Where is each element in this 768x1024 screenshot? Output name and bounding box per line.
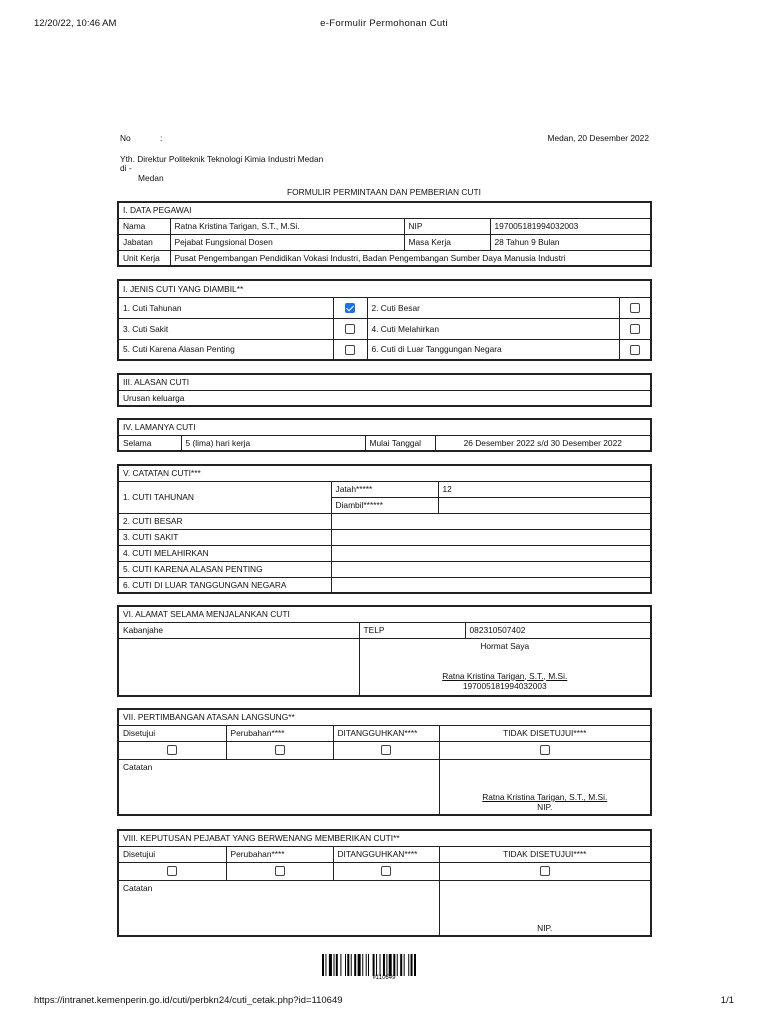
mulai-label: Mulai Tanggal bbox=[365, 435, 435, 451]
section-alamat bbox=[117, 605, 652, 697]
barcode-bar bbox=[397, 954, 398, 976]
barcode-bar bbox=[386, 954, 387, 976]
jenis-cuti-label: 5. Cuti Karena Alasan Penting bbox=[118, 339, 333, 360]
disetujui-checkbox[interactable] bbox=[118, 741, 226, 759]
col-ditangguhkan: DITANGGUHKAN**** bbox=[333, 846, 439, 862]
col-tidak-disetujui: TIDAK DISETUJUI**** bbox=[439, 725, 651, 741]
addressee-di: di - bbox=[120, 163, 132, 173]
nip-label: NIP bbox=[404, 218, 490, 234]
print-url: https://intranet.kemenperin.go.id/cuti/perbkn24/cuti_cetak.php?id=110649 bbox=[34, 995, 343, 1006]
catatan-value bbox=[331, 529, 651, 545]
unit-kerja-value: Pusat Pengembangan Pendidikan Vokasi Industri, Badan Pengembangan Sumber Daya Manusia Industri bbox=[170, 250, 651, 266]
catatan-value bbox=[331, 577, 651, 593]
telp-label: TELP bbox=[359, 622, 465, 638]
jenis-cuti-label: 1. Cuti Tahunan bbox=[118, 297, 333, 318]
jabatan-label: Jabatan bbox=[118, 234, 170, 250]
col-perubahan: Perubahan**** bbox=[226, 846, 333, 862]
jenis-cuti-checkbox-3[interactable] bbox=[333, 318, 367, 339]
barcode-bar bbox=[345, 954, 346, 976]
checkbox-icon bbox=[275, 745, 285, 755]
section-pertimbangan-atasan bbox=[117, 708, 652, 816]
atasan-signature bbox=[439, 759, 651, 815]
signature-block bbox=[359, 638, 651, 696]
alasan-value: Urusan keluarga bbox=[118, 390, 651, 406]
checkbox-icon bbox=[630, 303, 640, 313]
perubahan-checkbox[interactable] bbox=[226, 741, 333, 759]
place-date: Medan, 20 Desember 2022 bbox=[547, 133, 649, 143]
addressee: Yth. Direktur Politeknik Teknologi Kimia Industri Medan bbox=[120, 154, 324, 164]
catatan-value bbox=[331, 513, 651, 529]
col-perubahan: Perubahan**** bbox=[226, 725, 333, 741]
section-jenis-cuti bbox=[117, 279, 652, 361]
barcode-bar bbox=[347, 954, 349, 976]
jenis-cuti-label: 2. Cuti Besar bbox=[367, 297, 619, 318]
ditangguhkan-checkbox[interactable] bbox=[333, 741, 439, 759]
checkbox-icon bbox=[630, 345, 640, 355]
barcode-bar bbox=[408, 954, 409, 976]
no-label: No bbox=[120, 133, 131, 143]
print-page-title: e-Formulir Permohonan Cuti bbox=[320, 18, 448, 29]
section-title: I. JENIS CUTI YANG DIAMBIL** bbox=[118, 280, 651, 297]
diambil-value bbox=[438, 497, 651, 513]
tidak-disetujui-checkbox[interactable] bbox=[439, 862, 651, 880]
barcode-bars bbox=[322, 954, 446, 976]
jenis-cuti-checkbox-1[interactable] bbox=[333, 297, 367, 318]
checkbox-icon bbox=[540, 866, 550, 876]
barcode-bar bbox=[334, 954, 335, 976]
section-alasan-cuti bbox=[117, 373, 652, 407]
section-title: VII. PERTIMBANGAN ATASAN LANGSUNG** bbox=[118, 709, 651, 725]
col-disetujui: Disetujui bbox=[118, 846, 226, 862]
barcode-bar bbox=[393, 954, 395, 976]
unit-kerja-label: Unit Kerja bbox=[118, 250, 170, 266]
catatan-row: 2. CUTI BESAR bbox=[118, 513, 331, 529]
col-tidak-disetujui: TIDAK DISETUJUI**** bbox=[439, 846, 651, 862]
barcode-bar bbox=[389, 954, 392, 976]
section-title: VI. ALAMAT SELAMA MENJALANKAN CUTI bbox=[118, 606, 651, 622]
no-colon: : bbox=[160, 133, 163, 143]
addressee-city: Medan bbox=[138, 173, 164, 183]
jenis-cuti-label: 4. Cuti Melahirkan bbox=[367, 318, 619, 339]
alamat-value: Kabanjahe bbox=[118, 622, 359, 638]
alamat-blank bbox=[118, 638, 359, 696]
section-title: I. DATA PEGAWAI bbox=[118, 202, 651, 218]
checkbox-icon bbox=[630, 324, 640, 334]
barcode-bar bbox=[373, 954, 375, 976]
jenis-cuti-label: 3. Cuti Sakit bbox=[118, 318, 333, 339]
jabatan-value: Pejabat Fungsional Dosen bbox=[170, 234, 404, 250]
barcode-bar bbox=[404, 954, 405, 976]
print-timestamp: 12/20/22, 10:46 AM bbox=[34, 18, 117, 29]
barcode-bar bbox=[380, 954, 381, 976]
masa-kerja-value: 28 Tahun 9 Bulan bbox=[490, 234, 651, 250]
barcode-bar bbox=[383, 954, 385, 976]
barcode-bar bbox=[400, 954, 402, 976]
perubahan-checkbox[interactable] bbox=[226, 862, 333, 880]
checkbox-icon bbox=[345, 324, 355, 334]
masa-kerja-label: Masa Kerja bbox=[404, 234, 490, 250]
jenis-cuti-checkbox-2[interactable] bbox=[619, 297, 651, 318]
section-catatan-cuti bbox=[117, 464, 652, 594]
nip-value: 197005181994032003 bbox=[490, 218, 651, 234]
section-data-pegawai bbox=[117, 201, 652, 267]
barcode-bar bbox=[351, 954, 352, 976]
col-disetujui: Disetujui bbox=[118, 725, 226, 741]
barcode bbox=[322, 954, 446, 976]
barcode-bar bbox=[362, 954, 363, 976]
catatan-row: 3. CUTI SAKIT bbox=[118, 529, 331, 545]
jenis-cuti-checkbox-4[interactable] bbox=[619, 318, 651, 339]
catatan-label: Catatan bbox=[118, 880, 439, 936]
checkbox-icon bbox=[381, 745, 391, 755]
barcode-bar bbox=[322, 954, 324, 976]
barcode-bar bbox=[366, 954, 367, 976]
checkbox-icon bbox=[381, 866, 391, 876]
jenis-cuti-checkbox-5[interactable] bbox=[333, 339, 367, 360]
nama-label: Nama bbox=[118, 218, 170, 234]
catatan-label: Catatan bbox=[118, 759, 439, 815]
jenis-cuti-checkbox-6[interactable] bbox=[619, 339, 651, 360]
diambil-label: Diambil****** bbox=[331, 497, 438, 513]
catatan-row: 6. CUTI DI LUAR TANGGUNGAN NEGARA bbox=[118, 577, 331, 593]
cuti-tahunan-label: 1. CUTI TAHUNAN bbox=[118, 481, 331, 513]
barcode-bar bbox=[354, 954, 356, 976]
disetujui-checkbox[interactable] bbox=[118, 862, 226, 880]
section-title: V. CATATAN CUTI*** bbox=[118, 465, 651, 481]
barcode-bar bbox=[329, 954, 332, 976]
atasan-name: Ratna Kristina Tarigan, S.T., M.Si. bbox=[482, 792, 608, 802]
jenis-cuti-label: 6. Cuti di Luar Tanggungan Negara bbox=[367, 339, 619, 360]
col-ditangguhkan: DITANGGUHKAN**** bbox=[333, 725, 439, 741]
pejabat-signature bbox=[439, 880, 651, 936]
form-title: FORMULIR PERMINTAAN DAN PEMBERIAN CUTI bbox=[287, 187, 481, 197]
nama-value: Ratna Kristina Tarigan, S.T., M.Si. bbox=[170, 218, 404, 234]
signature-name: Ratna Kristina Tarigan, S.T., M.Si. bbox=[442, 670, 568, 681]
section-keputusan-pejabat bbox=[117, 829, 652, 937]
barcode-bar bbox=[336, 954, 338, 976]
catatan-row: 4. CUTI MELAHIRKAN bbox=[118, 545, 331, 561]
barcode-bar bbox=[414, 954, 416, 976]
hormat-saya: Hormat Saya bbox=[480, 640, 530, 651]
mulai-value: 26 Desember 2022 s/d 30 Desember 2022 bbox=[435, 435, 651, 451]
signature-nip: 197005181994032003 bbox=[462, 680, 547, 691]
section-title: VIII. KEPUTUSAN PEJABAT YANG BERWENANG MEMBERIKAN CUTI** bbox=[118, 830, 651, 846]
checkbox-icon bbox=[275, 866, 285, 876]
atasan-nip-label: NIP. bbox=[537, 802, 553, 812]
tidak-disetujui-checkbox[interactable] bbox=[439, 741, 651, 759]
barcode-bar bbox=[340, 954, 341, 976]
print-page-count: 1/1 bbox=[720, 995, 734, 1006]
barcode-bar bbox=[325, 954, 326, 976]
checkbox-icon bbox=[167, 745, 177, 755]
barcode-bar bbox=[358, 954, 361, 976]
section-title: III. ALASAN CUTI bbox=[118, 374, 651, 390]
pejabat-nip-label: NIP. bbox=[537, 923, 553, 933]
checkbox-checked-icon bbox=[345, 303, 355, 313]
checkbox-icon bbox=[345, 345, 355, 355]
barcode-number: #110649 bbox=[372, 975, 396, 981]
telp-value: 082310507402 bbox=[465, 622, 651, 638]
barcode-bar bbox=[368, 954, 369, 976]
selama-label: Selama bbox=[118, 435, 181, 451]
catatan-value bbox=[331, 545, 651, 561]
ditangguhkan-checkbox[interactable] bbox=[333, 862, 439, 880]
catatan-value bbox=[331, 561, 651, 577]
section-title: IV. LAMANYA CUTI bbox=[118, 419, 651, 435]
jatah-label: Jatah***** bbox=[331, 481, 438, 497]
catatan-row: 5. CUTI KARENA ALASAN PENTING bbox=[118, 561, 331, 577]
checkbox-icon bbox=[540, 745, 550, 755]
barcode-bar bbox=[411, 954, 413, 976]
jatah-value: 12 bbox=[438, 481, 651, 497]
section-lamanya-cuti bbox=[117, 418, 652, 452]
selama-value: 5 (lima) hari kerja bbox=[181, 435, 365, 451]
checkbox-icon bbox=[167, 866, 177, 876]
barcode-bar bbox=[376, 954, 377, 976]
